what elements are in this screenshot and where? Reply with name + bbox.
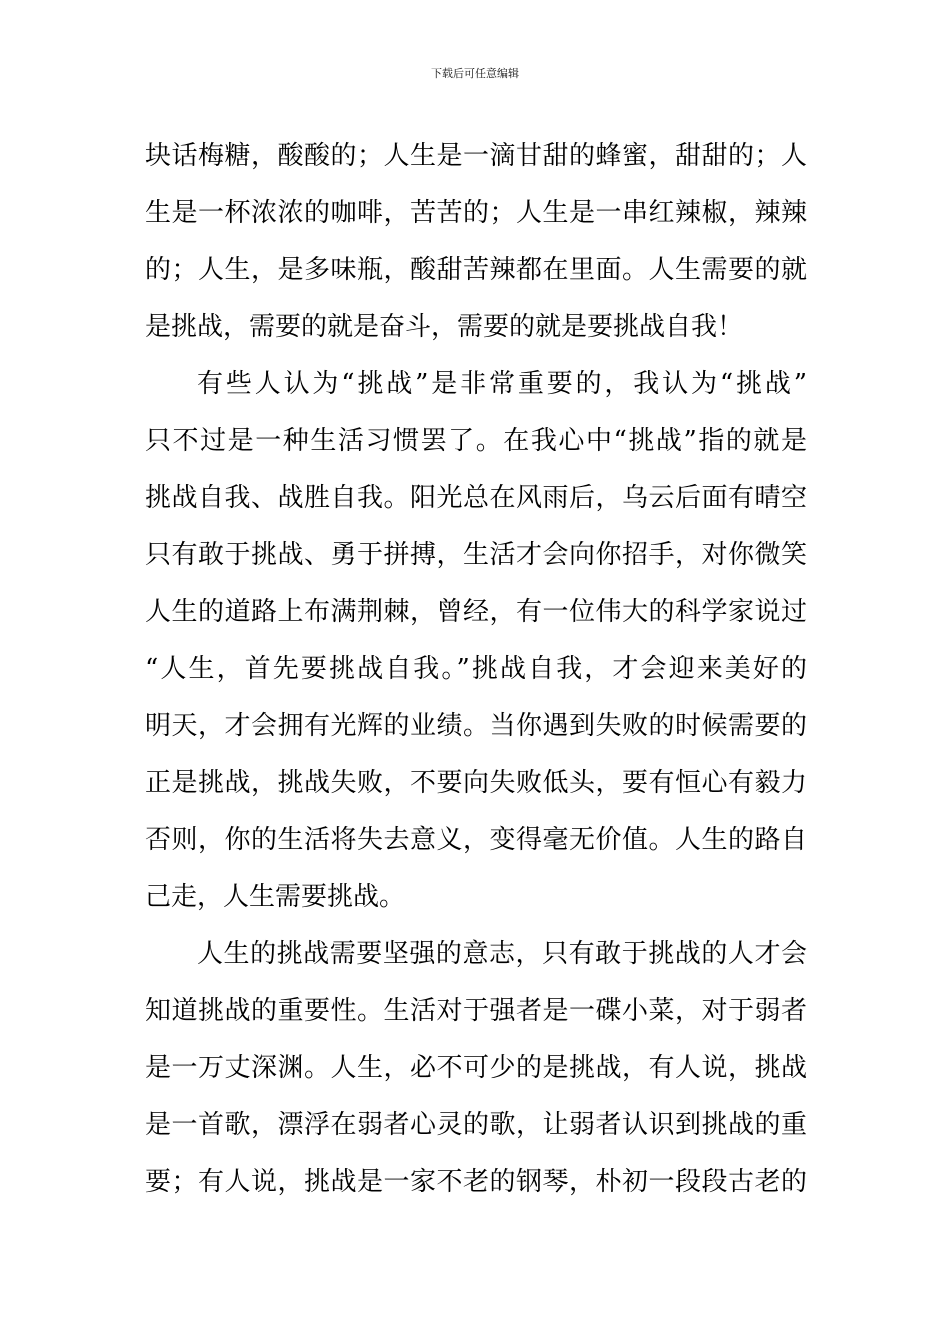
text-line: 人生的挑战需要坚强的意志，只有敢于挑战的人才会 bbox=[197, 939, 807, 969]
text-line: 生是一杯浓浓的咖啡，苦苦的；人生是一串红辣椒，辣辣 bbox=[145, 198, 807, 228]
text-line: 正是挑战，挑战失败，不要向失败低头，要有恒心有毅力 bbox=[145, 768, 807, 798]
text-line: “人生，首先要挑战自我。”挑战自我，才会迎来美好的 bbox=[145, 654, 807, 684]
text-line: 人生的道路上布满荆棘，曾经，有一位伟大的科学家说过 bbox=[145, 597, 807, 627]
text-line: 己走，人生需要挑战。 bbox=[145, 882, 406, 912]
text-line: 的；人生，是多味瓶，酸甜苦辣都在里面。人生需要的就 bbox=[145, 255, 807, 285]
text-line: 挑战自我、战胜自我。阳光总在风雨后，乌云后面有晴空 bbox=[145, 483, 807, 513]
text-line: 知道挑战的重要性。生活对于强者是一碟小菜，对于弱者 bbox=[145, 996, 807, 1026]
paragraph-3 bbox=[145, 926, 807, 1211]
text-line: 只不过是一种生活习惯罢了。在我心中“挑战”指的就是 bbox=[145, 426, 807, 456]
body-text bbox=[145, 128, 807, 1211]
text-line: 是一万丈深渊。人生，必不可少的是挑战，有人说，挑战 bbox=[145, 1053, 807, 1083]
text-line: 只有敢于挑战、勇于拼搏，生活才会向你招手，对你微笑 bbox=[145, 540, 807, 570]
paragraph-1 bbox=[145, 128, 807, 356]
text-line: 块话梅糖，酸酸的；人生是一滴甘甜的蜂蜜，甜甜的；人 bbox=[145, 141, 807, 171]
text-line: 有些人认为“挑战”是非常重要的，我认为“挑战” bbox=[197, 369, 807, 399]
text-line: 否则，你的生活将失去意义，变得毫无价值。人生的路自 bbox=[145, 825, 807, 855]
page-header: 下载后可任意编辑 bbox=[431, 67, 519, 80]
text-line: 是挑战，需要的就是奋斗，需要的就是要挑战自我！ bbox=[145, 312, 744, 342]
text-line: 明天，才会拥有光辉的业绩。当你遇到失败的时候需要的 bbox=[145, 711, 807, 741]
paragraph-2 bbox=[145, 356, 807, 926]
text-line: 要；有人说，挑战是一家不老的钢琴，朴初一段段古老的 bbox=[145, 1167, 807, 1197]
text-line: 是一首歌，漂浮在弱者心灵的歌，让弱者认识到挑战的重 bbox=[145, 1110, 807, 1140]
